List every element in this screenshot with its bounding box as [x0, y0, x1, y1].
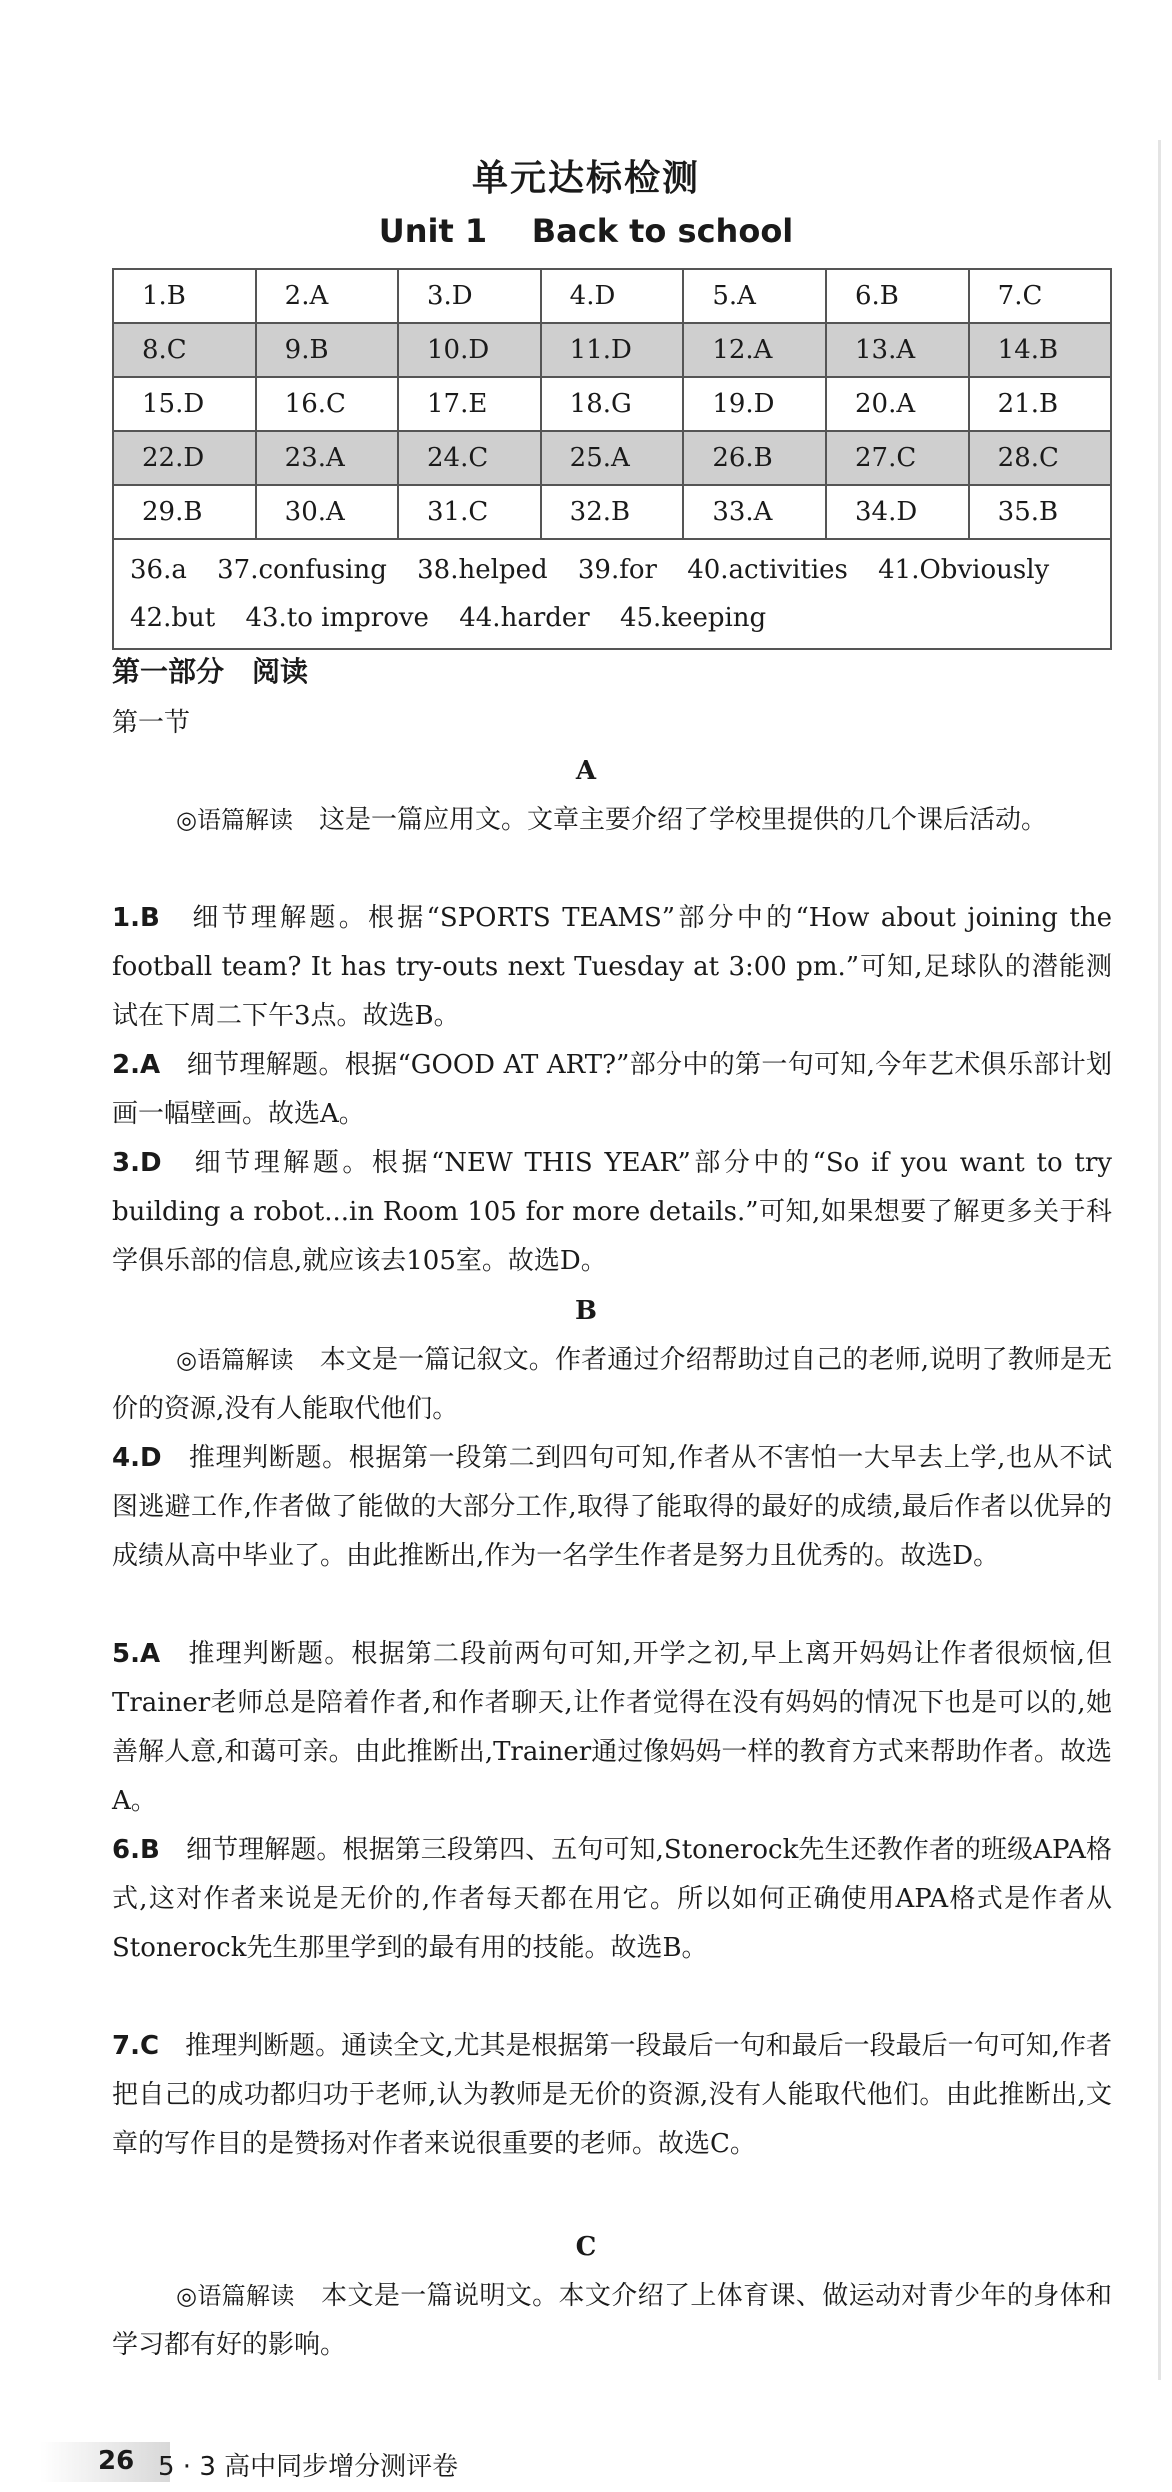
passage-intro-mark: ◎语篇解读: [176, 2282, 295, 2310]
answer-number: 3.D: [112, 1148, 162, 1178]
answer-cell: 31.C: [398, 485, 541, 539]
answer-cell: 10.D: [398, 323, 541, 377]
fill-answer: 45.keeping: [619, 603, 767, 633]
answer-cell: 4.D: [541, 269, 684, 323]
explanation-text: 细节理解题。根据“NEW THIS YEAR”部分中的“So if you want to try building a robot...in Room 105 for more details.”可知,如果想要了解更多关于科学俱乐部的信息,就应该去105室。故选D。: [112, 1148, 1112, 1276]
passage-letter-b: B: [575, 1296, 597, 1326]
answer-cell: 18.G: [541, 377, 684, 431]
fill-answer: 42.but: [130, 603, 216, 633]
answer-cell: 23.A: [256, 431, 398, 485]
answer-row: [113, 377, 1111, 431]
explanation-text: 细节理解题。根据“GOOD AT ART?”部分中的第一句可知,今年艺术俱乐部计划画一幅壁画。故选A。: [112, 1050, 1112, 1129]
answer-cell: 9.B: [256, 323, 398, 377]
page-number: 26: [98, 2446, 135, 2476]
answer-cell: 20.A: [826, 377, 969, 431]
passage-letter-a: A: [575, 756, 597, 786]
fill-blank-cell: [113, 539, 1111, 649]
answer-cell: 24.C: [398, 431, 541, 485]
fill-answer: 37.confusing: [217, 555, 387, 585]
fill-answer: 44.harder: [459, 603, 590, 633]
answer-explanation: [112, 1139, 1112, 1286]
answer-cell: 32.B: [541, 485, 684, 539]
answer-explanation: [112, 2022, 1112, 2169]
answer-cell: 11.D: [541, 323, 684, 377]
fill-line-2: [130, 594, 1094, 642]
answer-cell: 34.D: [826, 485, 969, 539]
answer-cell: 28.C: [969, 431, 1111, 485]
answer-cell: 1.B: [113, 269, 256, 323]
answer-cell: 3.D: [398, 269, 541, 323]
book-title: 5 · 3 高中同步增分测评卷: [158, 2452, 459, 2482]
answer-cell: 22.D: [113, 431, 256, 485]
fill-answer: 40.activities: [687, 555, 848, 585]
answer-cell: 25.A: [541, 431, 684, 485]
answer-cell: 8.C: [113, 323, 256, 377]
answer-cell: 19.D: [683, 377, 826, 431]
answer-cell: 17.E: [398, 377, 541, 431]
explanation-text: 细节理解题。根据“SPORTS TEAMS”部分中的“How about joining the football team? It has try-outs next Tuesday at 3:00 pm.”可知,足球队的潜能测试在下周二下午3点。故选B。: [112, 903, 1112, 1031]
passage-intro-mark: ◎语篇解读: [176, 1346, 294, 1374]
answer-cell: 13.A: [826, 323, 969, 377]
explanation-text: 细节理解题。根据第三段第四、五句可知,Stonerock先生还教作者的班级APA格式,这对作者来说是无价的,作者每天都在用它。所以如何正确使用APA格式是作者从Stonerock先生那里学到的最有用的技能。故选B。: [112, 1835, 1112, 1963]
answer-explanation: [112, 1041, 1112, 1139]
fill-line-1: [130, 546, 1094, 594]
answer-explanation: [112, 1434, 1112, 1581]
passage-c-intro: [112, 2272, 1112, 2370]
answer-cell: 29.B: [113, 485, 256, 539]
answer-cell: 14.B: [969, 323, 1111, 377]
answer-row: [113, 269, 1111, 323]
answer-cell: 5.A: [683, 269, 826, 323]
fill-answer: 39.for: [577, 555, 657, 585]
passage-intro-text: 这是一篇应用文。文章主要介绍了学校里提供的几个课后活动。: [292, 805, 1047, 835]
answer-cell: 30.A: [256, 485, 398, 539]
answer-number: 2.A: [112, 1050, 161, 1080]
answer-explanation: [112, 1826, 1112, 1973]
passage-letter-c: C: [575, 2232, 597, 2262]
answer-cell: 15.D: [113, 377, 256, 431]
explanation-text: 推理判断题。根据第二段前两句可知,开学之初,早上离开妈妈让作者很烦恼,但Trainer老师总是陪着作者,和作者聊天,让作者觉得在没有妈妈的情况下也是可以的,她善解人意,和蔼可亲。由此推断出,Trainer通过像妈妈一样的教育方式来帮助作者。故选A。: [112, 1639, 1112, 1816]
passage-a-intro: [112, 796, 1112, 845]
answer-cell: 26.B: [683, 431, 826, 485]
fill-answer: 41.Obviously: [878, 555, 1050, 585]
answer-row: [113, 323, 1111, 377]
answer-cell: 2.A: [256, 269, 398, 323]
fill-answer: 38.helped: [417, 555, 548, 585]
answer-row: [113, 431, 1111, 485]
answer-cell: 6.B: [826, 269, 969, 323]
explanation-text: 推理判断题。通读全文,尤其是根据第一段最后一句和最后一段最后一句可知,作者把自己的成功都归功于老师,认为教师是无价的资源,没有人能取代他们。由此推断出,文章的写作目的是赞扬对作者来说很重要的老师。故选C。: [112, 2031, 1112, 2159]
unit-subtitle: Unit 1 Back to school: [378, 212, 794, 250]
page-title: 单元达标检测: [471, 158, 700, 199]
passage-intro-text: 本文是一篇说明文。本文介绍了上体育课、做运动对青少年的身体和学习都有好的影响。: [112, 2281, 1112, 2360]
answer-row: [113, 485, 1111, 539]
answer-explanation: [112, 1630, 1112, 1826]
answer-number: 4.D: [112, 1443, 162, 1473]
answer-explanation: [112, 894, 1112, 1041]
fill-blank-row: [113, 539, 1111, 649]
passage-intro-mark: ◎语篇解读: [176, 806, 293, 834]
answer-cell: 12.A: [683, 323, 826, 377]
page-edge-bar: [1158, 140, 1161, 2380]
answer-table: [112, 268, 1112, 650]
answer-cell: 27.C: [826, 431, 969, 485]
passage-b-intro: [112, 1336, 1112, 1434]
answer-number: 1.B: [112, 903, 160, 933]
answer-number: 7.C: [112, 2031, 160, 2061]
answer-cell: 16.C: [256, 377, 398, 431]
answer-cell: 7.C: [969, 269, 1111, 323]
answer-cell: 33.A: [683, 485, 826, 539]
passage-intro-text: 本文是一篇记叙文。作者通过介绍帮助过自己的老师,说明了教师是无价的资源,没有人能取代他们。: [112, 1345, 1112, 1424]
answer-cell: 21.B: [969, 377, 1111, 431]
part-heading: 第一部分 阅读: [112, 655, 309, 688]
fill-answer: 43.to improve: [245, 603, 429, 633]
section-heading: 第一节: [112, 708, 191, 738]
fill-answer: 36.a: [130, 555, 187, 585]
answer-number: 6.B: [112, 1835, 160, 1865]
answer-cell: 35.B: [969, 485, 1111, 539]
explanation-text: 推理判断题。根据第一段第二到四句可知,作者从不害怕一大早去上学,也从不试图逃避工作,作者做了能做的大部分工作,取得了能取得的最好的成绩,最后作者以优异的成绩从高中毕业了。由此推断出,作为一名学生作者是努力且优秀的。故选D。: [112, 1443, 1112, 1571]
answer-number: 5.A: [112, 1639, 161, 1669]
